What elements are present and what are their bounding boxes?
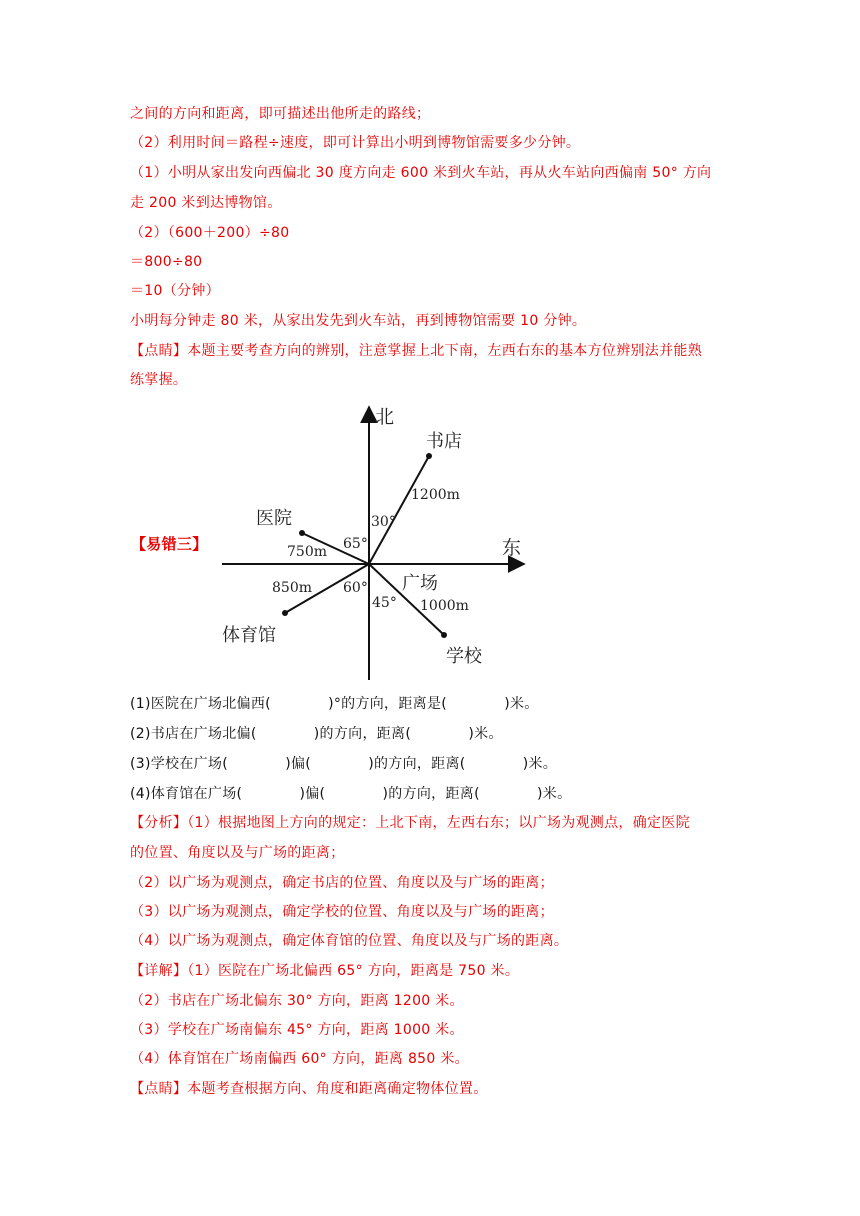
analysis-line: （4）以广场为观测点，确定体育馆的位置、角度以及与广场的距离。 bbox=[130, 933, 569, 949]
bookstore-point bbox=[426, 453, 432, 459]
solution-line: ＝800÷80 bbox=[130, 254, 203, 270]
bookstore-distance: 1200m bbox=[411, 487, 460, 503]
gym-distance: 850m bbox=[272, 580, 312, 596]
analysis-line: （2）以广场为观测点，确定书店的位置、角度以及与广场的距离； bbox=[130, 875, 554, 891]
section-label: 【易错三】 bbox=[131, 535, 208, 553]
school-distance: 1000m bbox=[420, 598, 469, 614]
solution-line: 之间的方向和距离，即可描述出他所走的路线； bbox=[130, 106, 431, 122]
bookstore-label: 书店 bbox=[426, 431, 462, 452]
hospital-point bbox=[299, 530, 305, 536]
key-point-line: 【点睛】本题考查根据方向、角度和距离确定物体位置。 bbox=[130, 1081, 488, 1097]
hospital-label: 医院 bbox=[256, 508, 292, 529]
east-label: 东 bbox=[502, 537, 522, 559]
north-label: 北 bbox=[375, 406, 395, 428]
hospital-distance: 750m bbox=[287, 544, 327, 560]
gym-label: 体育馆 bbox=[222, 625, 276, 646]
gym-angle: 60° bbox=[343, 580, 368, 596]
school-label: 学校 bbox=[446, 646, 482, 667]
bookstore-ray bbox=[369, 456, 429, 564]
plaza-label: 广场 bbox=[402, 573, 438, 594]
solution-line: （1）小明从家出发向西偏北 30 度方向走 600 米到火车站，再从火车站向西偏南 50° 方向 bbox=[130, 165, 712, 181]
question-1: (1)医院在广场北偏西( )°的方向，距离是( )米。 bbox=[130, 696, 539, 712]
answer-line: （2）书店在广场北偏东 30° 方向，距离 1200 米。 bbox=[130, 993, 464, 1009]
answer-line: （4）体育馆在广场南偏西 60° 方向，距离 850 米。 bbox=[130, 1051, 469, 1067]
bookstore-angle: 30° bbox=[371, 514, 396, 530]
question-2: (2)书店在广场北偏( )的方向，距离( )米。 bbox=[130, 726, 503, 742]
solution-line: 走 200 米到达博物馆。 bbox=[130, 195, 282, 211]
gym-point bbox=[282, 610, 288, 616]
question-4: (4)体育馆在广场( )偏( )的方向，距离( )米。 bbox=[130, 786, 572, 802]
answer-line: 【详解】（1）医院在广场北偏西 65° 方向，距离是 750 米。 bbox=[130, 963, 520, 979]
hospital-angle: 65° bbox=[343, 536, 368, 552]
key-point-line: 【点睛】本题主要考查方向的辨别，注意掌握上北下南，左西右东的基本方位辨别法并能熟 bbox=[130, 343, 702, 359]
analysis-line: 【分析】（1）根据地图上方向的规定：上北下南，左西右东；以广场为观测点，确定医院 bbox=[130, 815, 690, 831]
question-3: (3)学校在广场( )偏( )的方向，距离( )米。 bbox=[130, 756, 558, 772]
answer-line: （3）学校在广场南偏东 45° 方向，距离 1000 米。 bbox=[130, 1022, 464, 1038]
key-point-line: 练掌握。 bbox=[130, 372, 188, 388]
school-point bbox=[441, 632, 447, 638]
solution-line: ＝10（分钟） bbox=[130, 283, 220, 299]
analysis-line: 的位置、角度以及与广场的距离； bbox=[130, 845, 345, 861]
solution-line: （2）利用时间＝路程÷速度，即可计算出小明到博物馆需要多少分钟。 bbox=[130, 135, 581, 151]
solution-line: （2）（600＋200）÷80 bbox=[130, 225, 290, 241]
school-angle: 45° bbox=[372, 595, 397, 611]
solution-line: 小明每分钟走 80 米，从家出发先到火车站，再到博物馆需要 10 分钟。 bbox=[130, 313, 587, 329]
analysis-line: （3）以广场为观测点，确定学校的位置、角度以及与广场的距离； bbox=[130, 904, 554, 920]
